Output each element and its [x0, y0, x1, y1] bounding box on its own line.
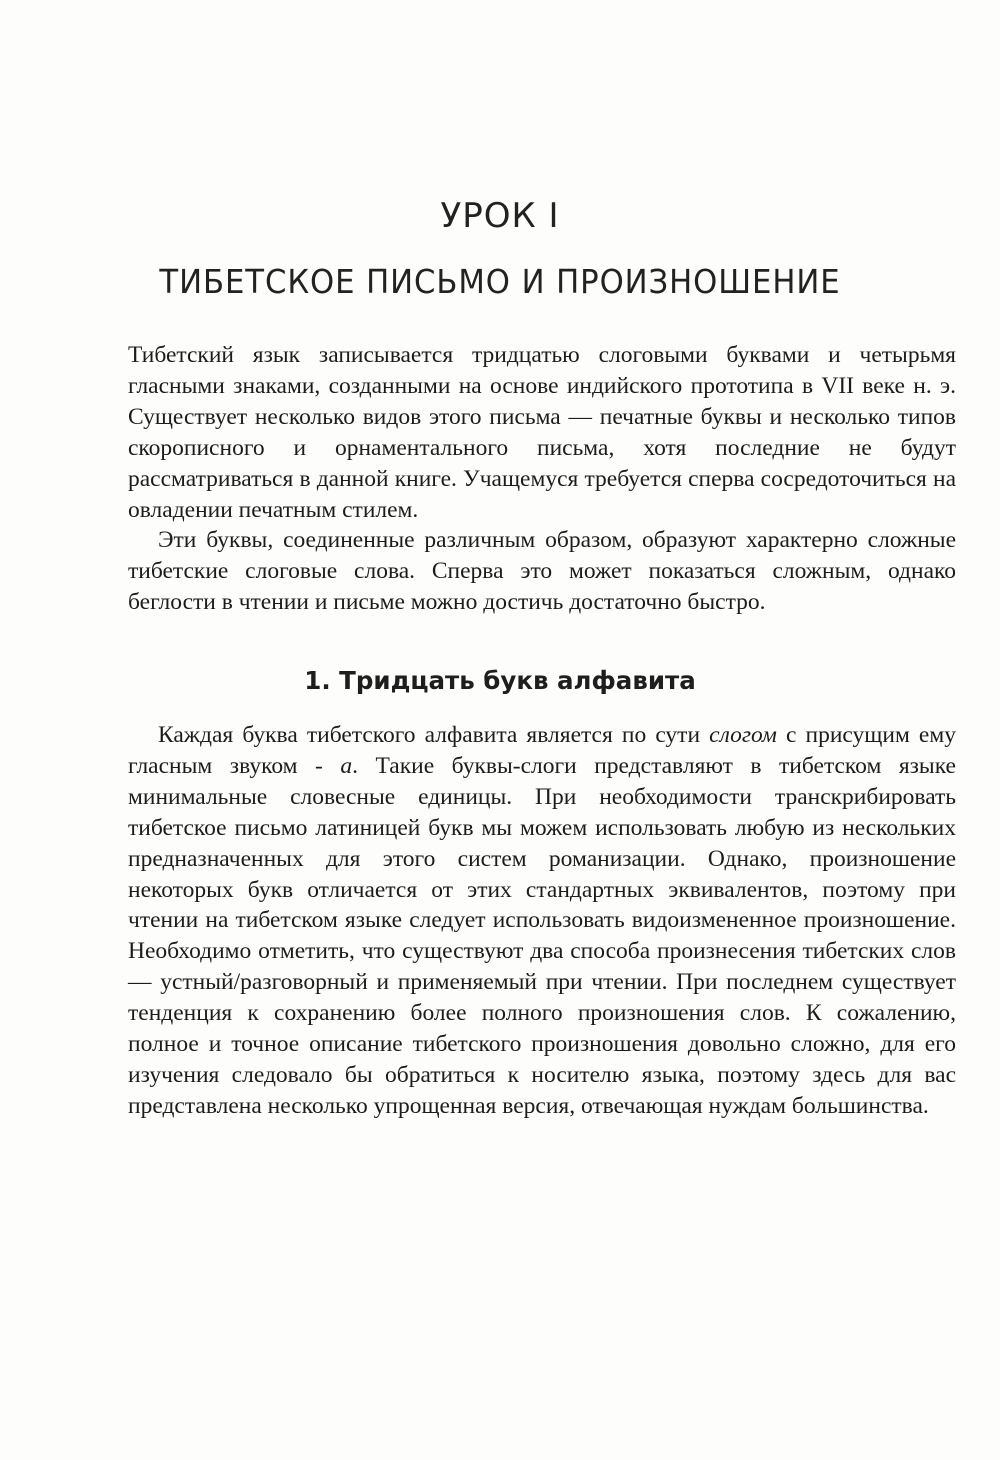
intro-paragraph-1: Тибетский язык записывается тридцатью слоговыми буквами и четырьмя гласными знаками, созданными на основе индийского прототипа в VII веке н. э. Существует несколько видов этого письма — печатные буквы и несколько типов скорописного и орнаментального письма, хотя последние не будут рассматриваться в данной книге. Учащемуся требуется сперва сосредоточиться на овладении печатным стилем. — [128, 342, 956, 523]
section-paragraph-1 — [128, 720, 956, 1122]
section-text — [128, 720, 956, 1122]
italic-term-slog: слогом — [709, 722, 777, 748]
intro-paragraph-2: Эти буквы, соединенные различным образом, образуют характерно сложные тибетские слоговые слова. Сперва это может показаться сложным, однако беглости в чтении и письме можно достичь достаточно быстро. — [128, 527, 956, 616]
section-paragraph-part-c: . Такие буквы-слоги представляют в тибетском языке минимальные словесные единицы. При необходимости транскрибировать тибетское письмо латиницей букв мы можем использовать любую из нескольких предназначенных для этого систем романизации. Однако, произношение некоторых букв отличается от этих стандартных эквивалентов, поэтому при чтении на тибетском языке следует использовать видоизмененное произношение. Необходимо отметить, что существуют два способа произнесения тибетских слов — устный/разговорный и применяемый при чтении. При последнем существует тенденция к сохранению более полного произношения слов. К сожалению, полное и точное описание тибетского произношения довольно сложно, для его изучения следовало бы обратиться к носителю языка, поэтому здесь для вас представлена несколько упрощенная версия, отвечающая нуждам большинства. — [128, 752, 956, 1119]
italic-vowel-a: а — [340, 752, 353, 779]
lesson-number-heading: УРОК I — [440, 196, 560, 236]
intro-text — [128, 340, 956, 618]
section-heading: 1. Тридцать букв алфавита — [304, 666, 696, 695]
lesson-title-heading: ТИБЕТСКОЕ ПИСЬМО И ПРОИЗНОШЕНИЕ — [159, 262, 841, 301]
section-paragraph-part-a: Каждая буква тибетского алфавита является по сути — [158, 722, 710, 748]
section-paragraph-part-b: с присущим ему гласным звуком - — [128, 722, 956, 779]
